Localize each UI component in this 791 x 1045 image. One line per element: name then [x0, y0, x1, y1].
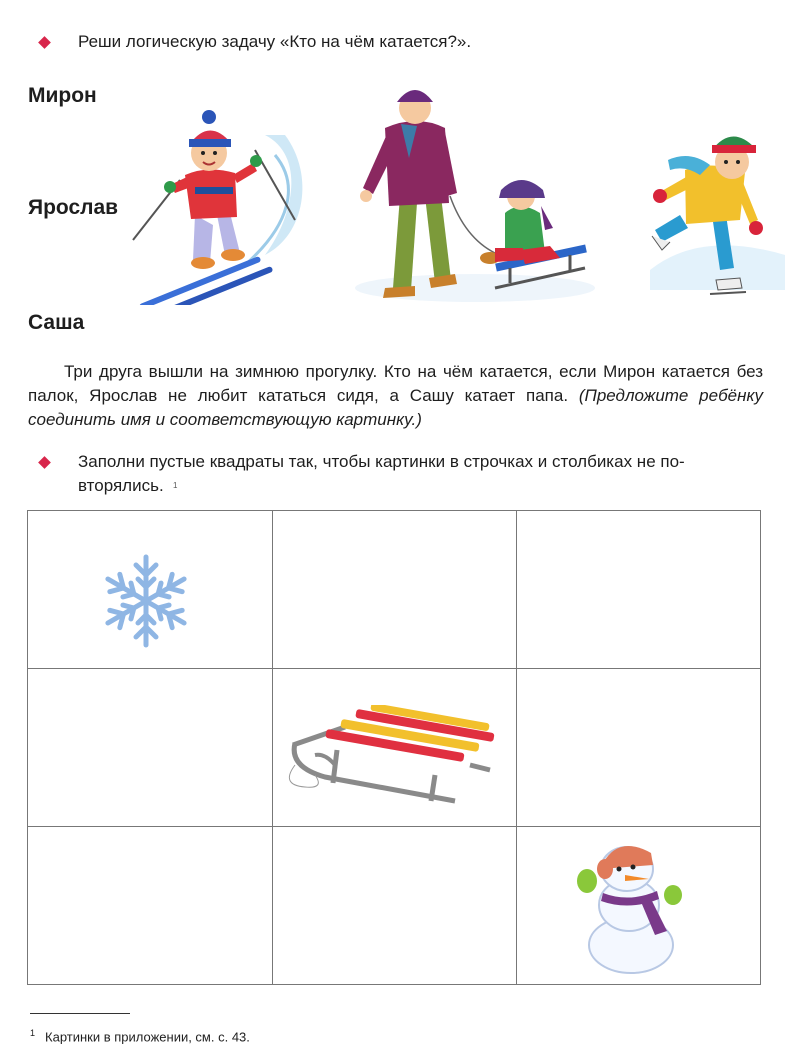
footnote-text: Картинки в приложении, см. с. 43.: [45, 1029, 250, 1045]
task-1-text: Реши логическую задачу «Кто на чём катается?».: [78, 32, 472, 51]
grid-cell-r1-c2[interactable]: [273, 511, 517, 669]
footnote-number: 1: [30, 1028, 36, 1038]
grid-cell-r2-c2[interactable]: [273, 669, 517, 827]
bullet-diamond-icon: [38, 36, 51, 49]
task-1: [40, 30, 740, 54]
grid-cell-r2-c3[interactable]: [517, 669, 761, 827]
footnote: [30, 1028, 250, 1044]
teacher-hint: (Предложите ребёнку соединить имя и соответствующую картинку.): [28, 386, 763, 429]
boy-on-skis-illustration: [125, 95, 325, 305]
task-2-text: Заполни пустые квадраты так, чтобы картинки в строчках и столбиках не повторялись.: [78, 452, 685, 495]
father-pulling-sled-illustration: [345, 78, 605, 313]
snowman-icon: [569, 835, 699, 977]
name-miron: Мирон: [28, 84, 97, 107]
footnote-divider: [30, 1013, 130, 1014]
grid-cell-r1-c3[interactable]: [517, 511, 761, 669]
snowflake-icon: [96, 551, 196, 651]
grid-cell-r2-c1[interactable]: [28, 669, 273, 827]
puzzle-grid: [27, 510, 761, 985]
task-2: [40, 450, 760, 498]
footnote-mark: 1: [173, 481, 178, 490]
story-text: Три друга вышли на зимнюю прогулку. Кто на чём катается, если Мирон катается без палок, Ярослав не любит кататься сидя, а Сашу катает папа.: [28, 362, 763, 405]
story-paragraph: [28, 360, 763, 432]
name-yaroslav: Ярослав: [28, 196, 119, 219]
boy-ice-skating-illustration: [640, 120, 790, 305]
grid-cell-r1-c1[interactable]: [28, 511, 273, 669]
name-sasha: Саша: [28, 311, 85, 334]
grid-cell-r3-c3[interactable]: [517, 827, 761, 985]
sled-icon: [285, 705, 505, 815]
bullet-diamond-icon: [38, 456, 51, 469]
grid-cell-r3-c1[interactable]: [28, 827, 273, 985]
grid-cell-r3-c2[interactable]: [273, 827, 517, 985]
